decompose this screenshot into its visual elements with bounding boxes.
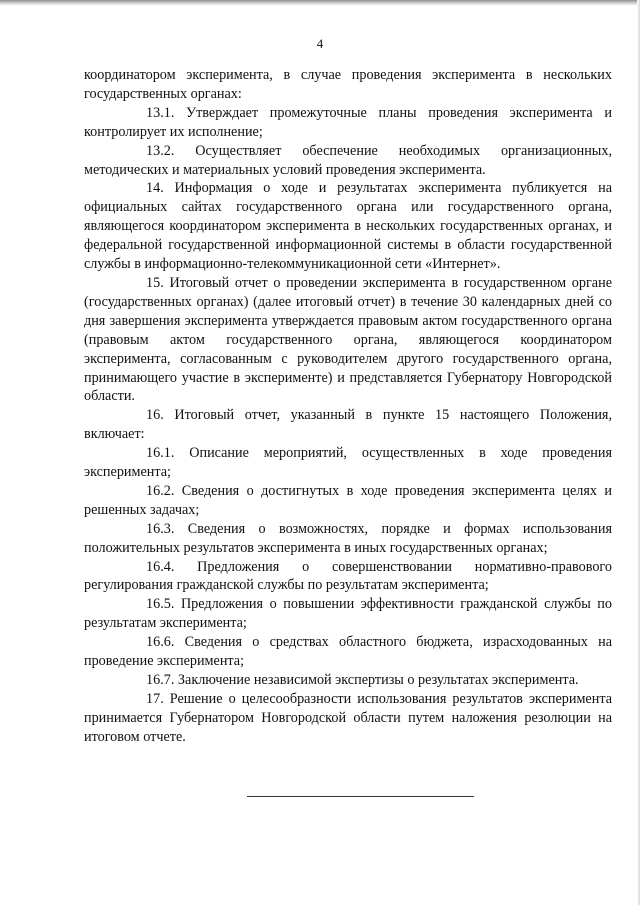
paragraph-16-4: 16.4. Предложения о совершенствовании нормативно-правового регулирования гражданской службы по результатам эксперимента; — [84, 558, 612, 594]
paragraph-15: 15. Итоговый отчет о проведении эксперимента в государственном органе (государственных органах) (далее итоговый отчет) в течение 30 календарных дней со дня завершения эксперимента утверждается правовым актом государственного органа (правовым актом государственного органа, являющегося координатором эксперимента, согласованным с руководителем другого государственного органа, принимающего участие в эксперименте) и представляется Губернатору Новгородской области. — [84, 274, 612, 405]
document-body — [84, 66, 612, 747]
paragraph-16-1: 16.1. Описание мероприятий, осуществленных в ходе проведения эксперимента; — [84, 445, 612, 481]
paragraph-16-7: 16.7. Заключение независимой экспертизы о результатах эксперимента. — [146, 672, 579, 688]
paragraph-17: 17. Решение о целесообразности использования результатов эксперимента принимается Губернатором Новгородской области путем наложения резолюции на итоговом отчете. — [84, 690, 612, 745]
paragraph-16-6: 16.6. Сведения о средствах областного бюджета, израсходованных на проведение эксперимента; — [84, 634, 612, 670]
paragraph-16-5: 16.5. Предложения о повышении эффективности гражданской службы по результатам эксперимента; — [84, 596, 612, 632]
paragraph-14: 14. Информация о ходе и результатах эксперимента публикуется на официальных сайтах государственного органа или государственного органа, являющегося координатором эксперимента в нескольких государственных органах, и федеральной государственной информационной системы в области государственной службы в информационно-телекоммуникационной сети «Интернет». — [84, 180, 612, 273]
paragraph-16-2: 16.2. Сведения о достигнутых в ходе проведения эксперимента целях и решенных задачах; — [84, 482, 612, 518]
paragraph-13-2: 13.2. Осуществляет обеспечение необходимых организационных, методических и материальных условий проведения эксперимента. — [84, 142, 612, 178]
end-of-document-rule — [247, 796, 474, 797]
paragraph-16-3: 16.3. Сведения о возможностях, порядке и формах использования положительных результатов эксперимента в иных государственных органах; — [84, 520, 612, 556]
page-number: 4 — [316, 36, 324, 51]
paragraph-16: 16. Итоговый отчет, указанный в пункте 15 настоящего Положения, включает: — [84, 407, 612, 443]
paragraph-13-1: 13.1. Утверждает промежуточные планы проведения эксперимента и контролирует их исполнение; — [84, 104, 612, 140]
scan-edge-top — [0, 0, 640, 6]
paragraph-continuation: координатором эксперимента, в случае проведения эксперимента в нескольких государственных органах: — [84, 67, 612, 102]
